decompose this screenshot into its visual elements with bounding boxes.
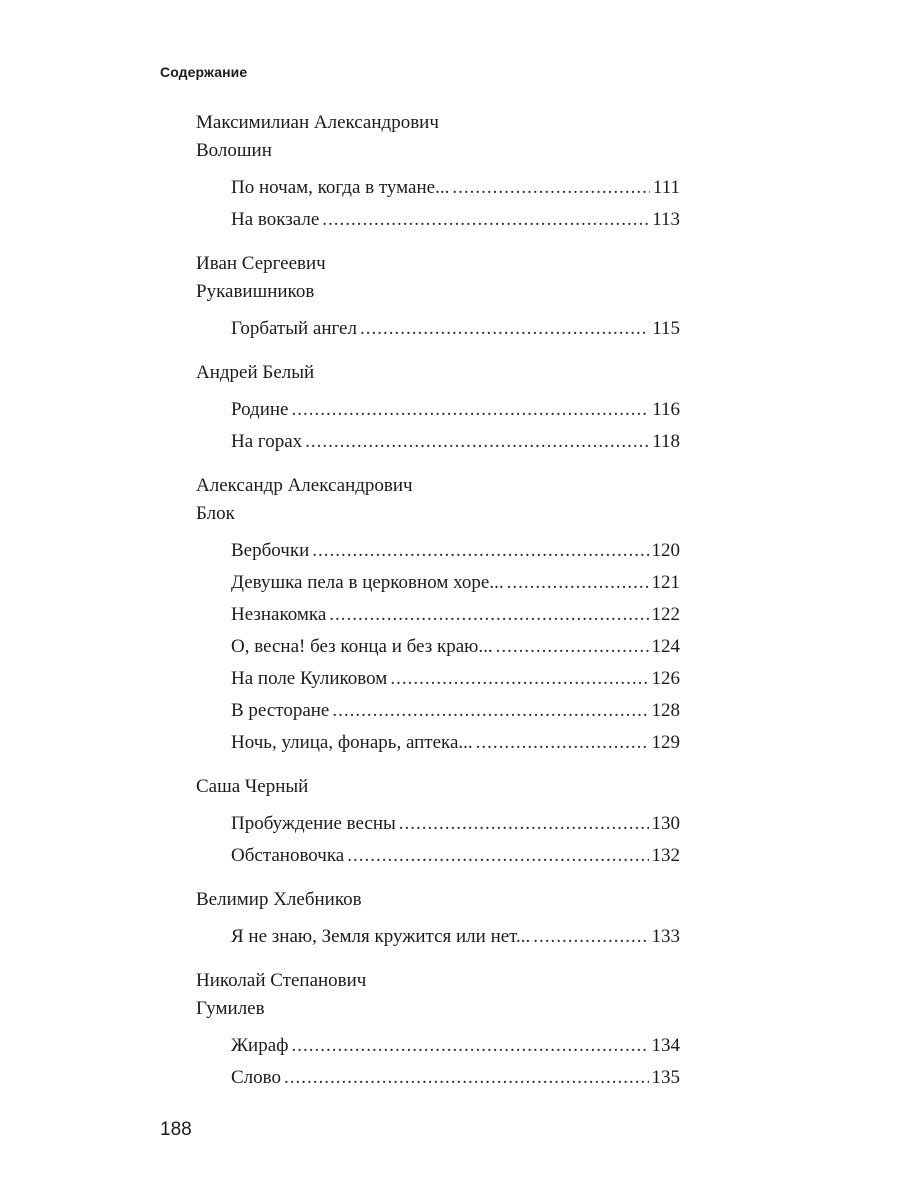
toc-entry[interactable] [231, 727, 680, 759]
dot-leader [360, 313, 649, 345]
entry-title: О, весна! без конца и без краю... [231, 636, 493, 657]
dot-leader [284, 1062, 649, 1094]
toc-entry[interactable] [231, 1030, 680, 1062]
author-name [196, 359, 680, 387]
toc-entry[interactable] [231, 1062, 680, 1094]
author-section [196, 967, 680, 1094]
entry-page-number: 111 [652, 177, 680, 198]
entry-title: Обстановочка [231, 845, 345, 866]
author-name-line: Николай Степанович [196, 970, 367, 991]
toc-entry[interactable] [231, 394, 680, 426]
toc-entry[interactable] [231, 313, 680, 345]
entry-title: На вокзале [231, 209, 320, 230]
entry-page-number: 134 [651, 1035, 680, 1056]
author-name [196, 773, 680, 801]
dot-leader [399, 808, 649, 840]
author-name-line: Велимир Хлебников [196, 889, 362, 910]
entry-page-number: 124 [651, 636, 680, 657]
entry-page-number: 128 [651, 700, 680, 721]
entry-title: В ресторане [231, 700, 330, 721]
entry-title: Ночь, улица, фонарь, аптека... [231, 732, 473, 753]
entry-title: По ночам, когда в тумане... [231, 177, 450, 198]
author-section [196, 886, 680, 953]
entry-title: Пробуждение весны [231, 813, 396, 834]
toc-entry[interactable] [231, 426, 680, 458]
entry-title: Родине [231, 399, 289, 420]
author-name-line: Саша Черный [196, 776, 309, 797]
toc-entry[interactable] [231, 840, 680, 872]
toc-entry[interactable] [231, 599, 680, 631]
entry-title: Слово [231, 1067, 281, 1088]
toc-entry[interactable] [231, 663, 680, 695]
toc-entry[interactable] [231, 172, 680, 204]
toc-entry[interactable] [231, 535, 680, 567]
dot-leader [291, 394, 649, 426]
entry-page-number: 135 [651, 1067, 680, 1088]
toc-entry[interactable] [231, 808, 680, 840]
entry-page-number: 126 [651, 668, 680, 689]
entry-page-number: 118 [652, 431, 680, 452]
author-name-line: Гумилев [196, 998, 265, 1019]
entry-title: На поле Куликовом [231, 668, 388, 689]
dot-leader [312, 535, 648, 567]
dot-leader [533, 921, 648, 953]
author-name-line: Иван Сергеевич [196, 253, 326, 274]
entry-title: Горбатый ангел [231, 318, 357, 339]
table-of-contents [196, 109, 680, 1108]
toc-entry[interactable] [231, 921, 680, 953]
running-head: Содержание [160, 64, 248, 80]
author-section [196, 773, 680, 872]
entry-page-number: 115 [652, 318, 680, 339]
author-section [196, 109, 680, 236]
dot-leader [390, 663, 648, 695]
author-section [196, 250, 680, 345]
dot-leader [507, 567, 649, 599]
dot-leader [452, 172, 650, 204]
author-name-line: Андрей Белый [196, 362, 315, 383]
entry-title: Незнакомка [231, 604, 327, 625]
page-number: 188 [160, 1119, 192, 1140]
entry-page-number: 113 [652, 209, 680, 230]
dot-leader [329, 599, 648, 631]
dot-leader [347, 840, 648, 872]
author-name [196, 472, 680, 528]
entry-title: На горах [231, 431, 303, 452]
entry-page-number: 116 [652, 399, 680, 420]
toc-entry[interactable] [231, 204, 680, 236]
entry-page-number: 121 [651, 572, 680, 593]
entry-page-number: 120 [651, 540, 680, 561]
toc-entry[interactable] [231, 631, 680, 663]
author-name [196, 967, 680, 1023]
entry-title: Я не знаю, Земля кружится или нет... [231, 926, 531, 947]
author-name [196, 886, 680, 914]
dot-leader [332, 695, 648, 727]
entry-page-number: 132 [651, 845, 680, 866]
author-name [196, 109, 680, 165]
author-name-line: Волошин [196, 140, 272, 161]
entry-page-number: 122 [651, 604, 680, 625]
author-name-line: Максимилиан Александрович [196, 112, 439, 133]
entry-title: Вербочки [231, 540, 310, 561]
author-name [196, 250, 680, 306]
author-section [196, 472, 680, 759]
dot-leader [322, 204, 649, 236]
entry-page-number: 133 [651, 926, 680, 947]
toc-entry[interactable] [231, 695, 680, 727]
entry-title: Девушка пела в церковном хоре... [231, 572, 504, 593]
dot-leader [496, 631, 649, 663]
author-name-line: Блок [196, 503, 235, 524]
entry-page-number: 130 [651, 813, 680, 834]
dot-leader [305, 426, 649, 458]
dot-leader [291, 1030, 648, 1062]
dot-leader [476, 727, 649, 759]
author-name-line: Рукавишников [196, 281, 315, 302]
entry-title: Жираф [231, 1035, 289, 1056]
toc-entry[interactable] [231, 567, 680, 599]
entry-page-number: 129 [651, 732, 680, 753]
author-name-line: Александр Александрович [196, 475, 413, 496]
author-section [196, 359, 680, 458]
